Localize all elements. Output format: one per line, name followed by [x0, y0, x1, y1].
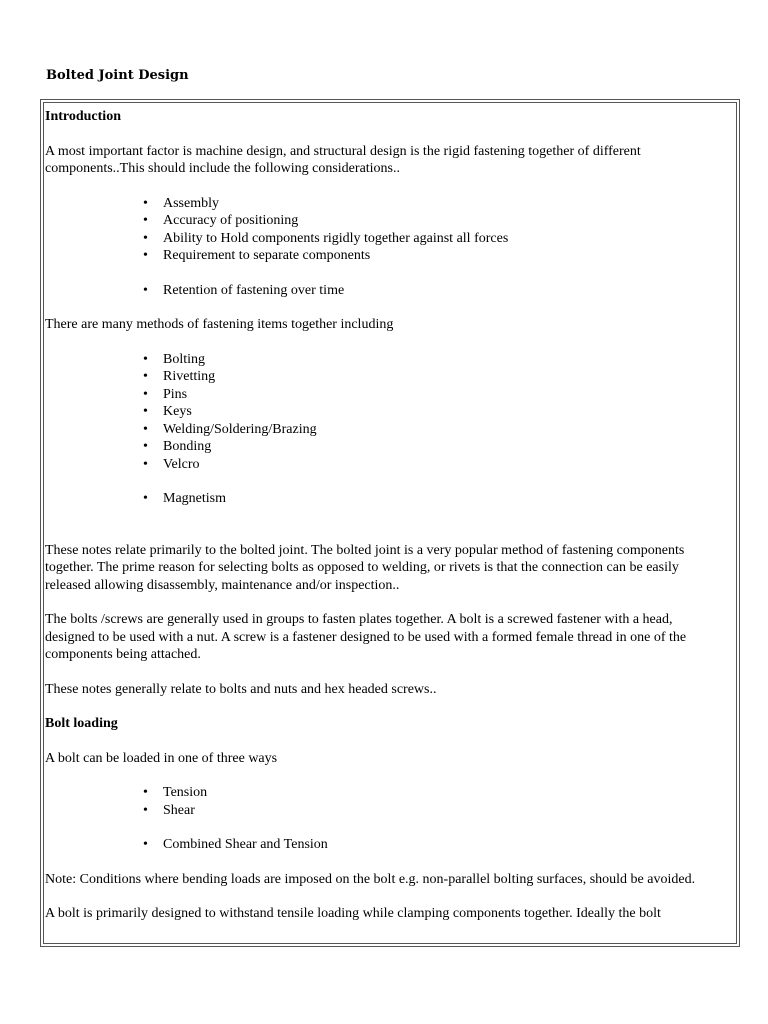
considerations-list	[45, 195, 722, 300]
bullet-icon: •	[143, 369, 148, 384]
bullet-icon: •	[143, 230, 148, 246]
list-item: • Rivetting	[143, 369, 216, 384]
list-item: • Assembly	[143, 195, 219, 211]
document-frame	[40, 99, 740, 947]
document-title: Bolted Joint Design	[46, 68, 189, 83]
list-item: • Keys	[143, 404, 192, 419]
bullet-icon: •	[143, 248, 148, 263]
document-frame-inner	[43, 102, 737, 944]
bullet-icon: •	[143, 282, 148, 298]
introduction-paragraph-2: There are many methods of fastening items together including	[45, 317, 394, 332]
bullet-icon: •	[143, 802, 148, 818]
introduction-paragraph-3: These notes relate primarily to the bolted joint. The bolted joint is a very popular method of fastening components together. The prime reason for selecting bolts as opposed to welding, or rivets is that the connection can be easily released allowing disassembly, maintenance and/or inspection..	[45, 542, 685, 593]
bullet-icon: •	[143, 491, 148, 506]
list-item: • Shear	[143, 802, 195, 818]
list-item: • Bonding	[143, 439, 212, 454]
list-item: • Bolting	[143, 351, 206, 367]
bullet-icon: •	[143, 351, 148, 367]
list-item: • Tension	[143, 785, 208, 800]
introduction-paragraph-5: These notes generally relate to bolts and nuts and hex headed screws..	[45, 681, 437, 697]
bullet-icon: •	[143, 213, 148, 228]
list-item: • Retention of fastening over time	[143, 282, 345, 298]
list-item: • Accuracy of positioning	[143, 213, 299, 228]
bullet-icon: •	[143, 386, 148, 402]
list-item: • Pins	[143, 386, 188, 402]
introduction-heading: Introduction	[45, 109, 121, 124]
list-item: • Ability to Hold components rigidly together against all forces	[143, 230, 509, 246]
document-content	[45, 108, 722, 940]
bolt-loading-paragraph-2: A bolt is primarily designed to withstand tensile loading while clamping components together. Ideally the bolt	[45, 906, 661, 921]
bullet-icon: •	[143, 456, 148, 472]
bullet-icon: •	[143, 439, 148, 454]
introduction-paragraph-4: The bolts /screws are generally used in groups to fasten plates together. A bolt is a screwed fastener with a head, designed to be used with a nut. A screw is a fastener designed to be used with a formed female thread in one of the components being attached.	[45, 612, 687, 662]
bolt-loading-heading: Bolt loading	[45, 716, 118, 731]
bolt-loading-paragraph-1: A bolt can be loaded in one of three ways	[45, 750, 278, 766]
list-item: • Requirement to separate components	[143, 248, 371, 263]
bolt-loading-note: Note: Conditions where bending loads are imposed on the bolt e.g. non-parallel bolting surfaces, should be avoided.	[45, 871, 696, 887]
loading-ways-list	[45, 784, 722, 854]
bullet-icon: •	[143, 404, 148, 419]
bullet-icon: •	[143, 785, 148, 800]
list-item: • Combined Shear and Tension	[143, 837, 328, 852]
spacer	[45, 525, 722, 542]
bullet-icon: •	[143, 195, 148, 211]
bullet-icon: •	[143, 837, 148, 852]
list-item: • Welding/Soldering/Brazing	[143, 421, 317, 437]
introduction-paragraph-1: A most important factor is machine design, and structural design is the rigid fastening together of different components..This should include the following considerations..	[45, 143, 641, 176]
list-item: • Magnetism	[143, 491, 226, 506]
methods-list	[45, 351, 722, 508]
list-item: • Velcro	[143, 456, 200, 472]
bullet-icon: •	[143, 421, 148, 437]
